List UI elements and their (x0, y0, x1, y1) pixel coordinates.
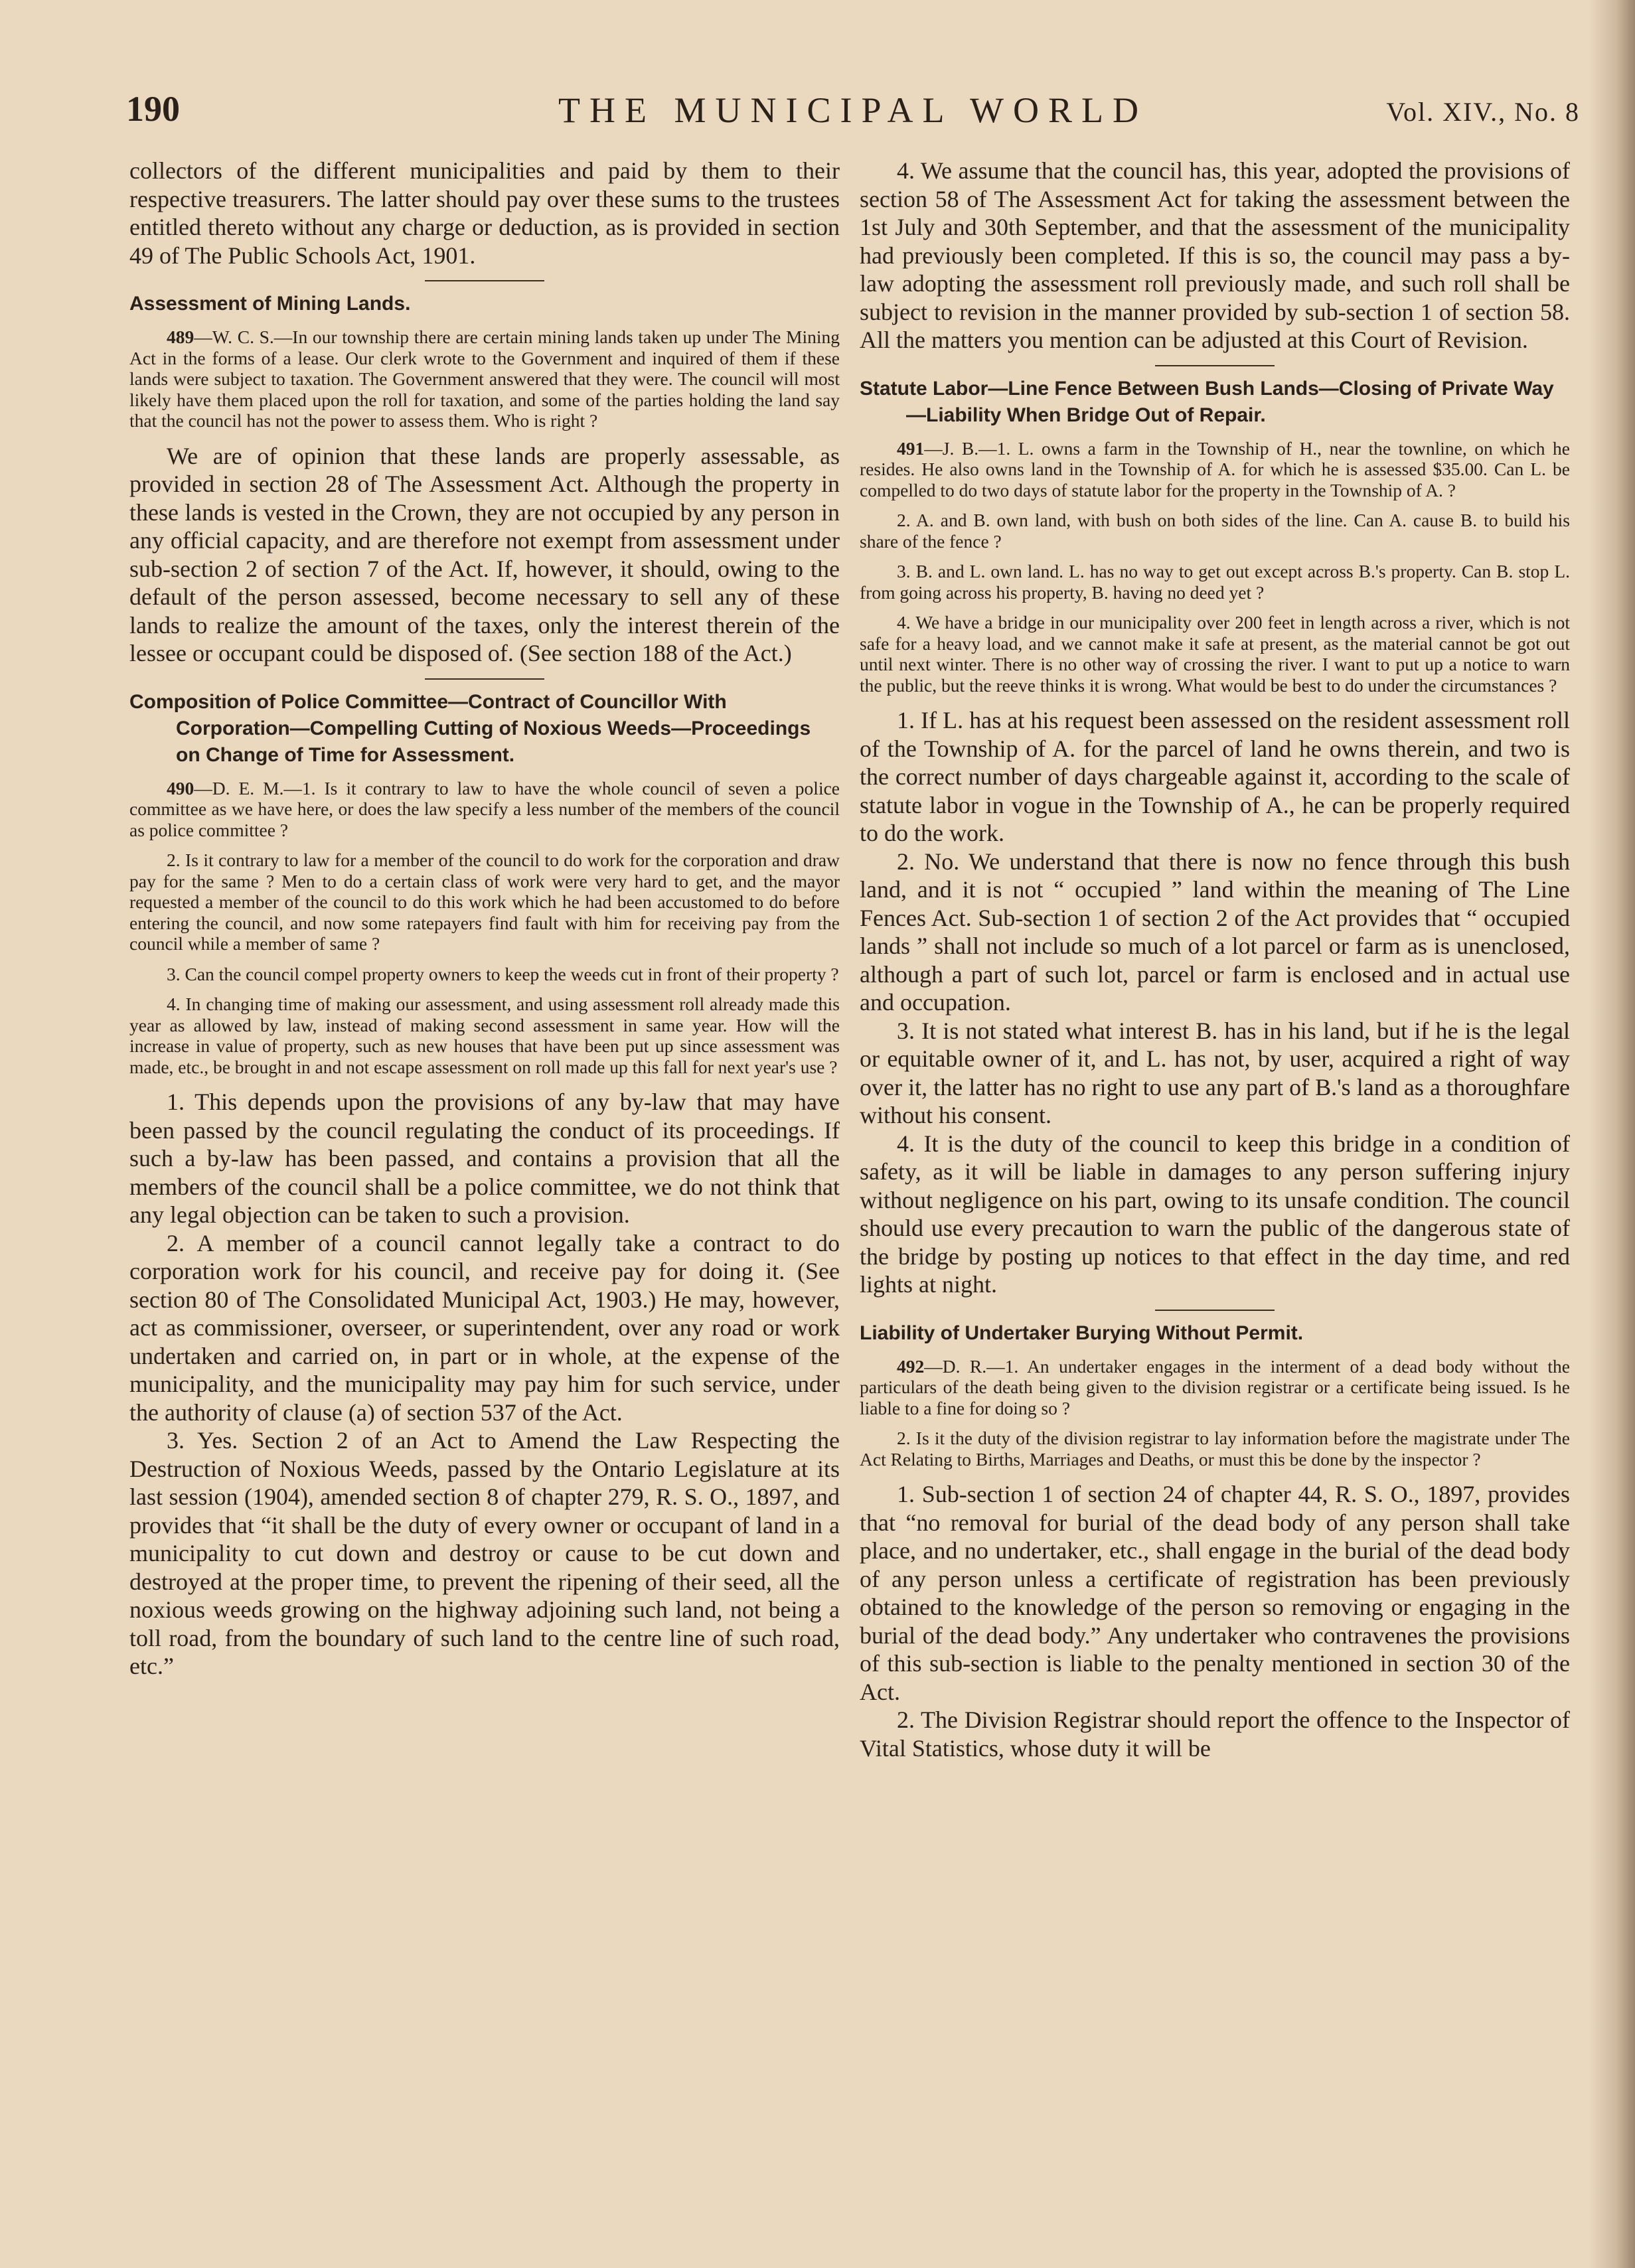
section-heading: Composition of Police Committee—Contract of Councillor With Corporation—Compelling Cutting of Noxious Weeds—Proceedings on Change of Time for Assessment. (129, 690, 811, 766)
question-body: —W. C. S.—In our township there are certain mining lands taken up under The Mining Act in the forms of a lease. Our clerk wrote to the Government and inquired of them if these lands were subject to taxation. The Government answered that they were. The council will most likely have them placed upon the roll for taxation, and some of the parties holding the land say that the council has not the power to assess them. Who is right ? (129, 327, 840, 431)
question-number: 490 (167, 777, 195, 798)
section-divider (425, 678, 544, 680)
answer-paragraph: We are of opinion that these lands are properly assessable, as provided in section 28 of The Assessment Act. Although the property in these lands is vested in the Crown, they are not occupied by any person in any official capacity, and are therefore not exempt from assessment under sub-section 2 of section 7 of the Act. If, however, it should, owing to the default of the person assessed, become necessary to sell any of these lands to realize the amount of the taxes, only the interest therein of the lessee or occupant could be disposed of. (See section 188 of the Act.) (129, 442, 840, 666)
question-number: 492 (897, 1355, 925, 1377)
section-divider (1155, 1310, 1275, 1311)
section-divider (425, 280, 544, 281)
left-column (129, 157, 840, 1681)
page-header (126, 83, 1580, 143)
question-number: 491 (897, 437, 925, 459)
question-body: —D. R.—1. An undertaker engages in the interment of a dead body without the particulars of the death being given to the division registrar or a certificate being issued. Is he liable to a fine for doing so ? (860, 1355, 1570, 1418)
answer-paragraph: 4. We assume that the council has, this year, adopted the provisions of section 58 of The Assessment Act for taking the assessment between the 1st July and 30th September, and that the assessment of the municipality had previously been completed. If this is so, the council may pass a by-law adopting the assessment roll previously made, and such roll shall be subject to revision in the manner provided by sub-section 1 of section 58. All the matters you mention can be adjusted at this Court of Revision. (860, 157, 1570, 353)
question-text (860, 438, 1570, 501)
section-heading: Assessment of Mining Lands. (129, 293, 411, 315)
answer-paragraph: 4. It is the duty of the council to keep this bridge in a condition of safety, as it will be liable in damages to any person suffering injury without negligence on his part, owing to its unsafe condition. The council should use every precaution to warn the public of the dangerous state of the bridge by posting up notices to that effect in the day time, and red lights at night. (860, 1130, 1570, 1298)
answer-paragraph: 3. Yes. Section 2 of an Act to Amend the Law Respecting the Destruction of Noxious Weeds, passed by the Ontario Legislature at its last session (1904), amended section 8 of chapter 279, R. S. O., 1897, and provides that “it shall be the duty of every owner or occupant of land in a municipality to cut down and destroy or cause to be cut down and destroyed at the proper time, to prevent the ripening of their seed, all the noxious weeds growing on the highway adjoining such land, not being a toll road, from the boundary of such land to the centre line of such road, etc.” (129, 1427, 840, 1679)
right-column (860, 157, 1570, 1762)
question-text (129, 327, 840, 431)
question-body: —D. E. M.—1. Is it contrary to law to have the whole council of seven a police committee as we have here, or does the law specify a less number of the members of the council as police committee ? (129, 777, 840, 840)
answer-paragraph: 2. The Division Registrar should report the offence to the Inspector of Vital Statistics, whose duty it will be (860, 1706, 1570, 1762)
intro-paragraph: collectors of the different municipalities and paid by them to their respective treasurers. The latter should pay over these sums to the trustees entitled thereto without any charge or deduction, as is provided in section 49 of The Public Schools Act, 1901. (129, 157, 840, 269)
question-text: 2. Is it the duty of the division registrar to lay information before the magistrate under The Act Relating to Births, Marriages and Deaths, or must this be done by the inspector ? (860, 1428, 1570, 1470)
question-body: —J. B.—1. L. owns a farm in the Township of H., near the townline, on which he resides. He also owns land in the Township of A. for which he is assessed $35.00. Can L. be compelled to do two days of statute labor for the property in the Township of A. ? (860, 437, 1570, 500)
section-divider (1155, 365, 1275, 366)
answer-paragraph: 2. No. We understand that there is now no fence through this bush land, and it is not “ occupied ” land within the meaning of The Line Fences Act. Sub-section 1 of section 2 of the Act provides that “ occupied lands ” shall not include so much of a lot parcel or farm as is unenclosed, although a part of such lot, parcel or farm is enclosed and in actual use and occupation. (860, 848, 1570, 1016)
question-492 (860, 1320, 1570, 1763)
question-text (860, 1356, 1570, 1419)
volume-issue: Vol. XIV., No. 8 (1386, 97, 1580, 127)
question-text: 2. A. and B. own land, with bush on both sides of the line. Can A. cause B. to build his share of the fence ? (860, 510, 1570, 552)
answer-paragraph: 2. A member of a council cannot legally take a contract to do corporation work for his council, and receive pay for doing it. (See section 80 of The Consolidated Municipal Act, 1903.) He may, however, act as commissioner, overseer, or superintendent, over any road or work undertaken and carried on, in part or in whole, at the expense of the municipality, and the municipality may pay him for such service, under the authority of clause (a) of section 537 of the Act. (129, 1229, 840, 1426)
question-text: 4. In changing time of making our assessment, and using assessment roll already made this year as allowed by law, instead of making second assessment in same year. How will the increase in value of property, such as new houses that have been put up since assessment was made, etc., be brought in and not escape assessment on roll made up this fall for next year's use ? (129, 994, 840, 1077)
page-edge-shadow (1589, 0, 1635, 2268)
section-heading: Statute Labor—Line Fence Between Bush Lands—Closing of Private Way—Liability When Bridge Out of Repair. (860, 377, 1554, 426)
section-heading: Liability of Undertaker Burying Without Permit. (860, 1322, 1304, 1344)
answer-paragraph: 1. This depends upon the provisions of any by-law that may have been passed by the council regulating the conduct of its proceedings. If such a by-law has been passed, and contains a provision that all the members of the council shall be a police committee, we do not think that any legal objection can be taken to such a provision. (129, 1089, 840, 1228)
answer-paragraph: 3. It is not stated what interest B. has in his land, but if he is the legal or equitable owner of it, and L. has not, by user, acquired a right of way over it, the latter has no right to use any part of B.'s land as a thoroughfare without his consent. (860, 1017, 1570, 1128)
question-text: 2. Is it contrary to law for a member of the council to do work for the corporation and draw pay for the same ? Men to do a certain class of work were very hard to get, and the mayor requested a member of the council to do this work which he had been accustomed to do before entering the council, and now some ratepayers find fault with him for receiving pay from the council while a member of same ? (129, 850, 840, 954)
question-491 (860, 376, 1570, 1299)
question-text: 3. Can the council compel property owners to keep the weeds cut in front of their property ? (167, 963, 839, 984)
answer-paragraph: 1. Sub-section 1 of section 24 of chapter 44, R. S. O., 1897, provides that “no removal for burial of the dead body of any person shall take place, and no undertaker, etc., shall engage in the burial of the dead body of any person unless a certificate of registration has been previously obtained to the knowledge of the person so removing or engaging in the burial of the dead body.” Any undertaker who contravenes the provisions of this sub-section is liable to the penalty mentioned in section 30 of the Act. (860, 1481, 1570, 1705)
question-text: 3. B. and L. own land. L. has no way to get out except across B.'s property. Can B. stop L. from going across his property, B. having no deed yet ? (860, 561, 1570, 603)
question-text (129, 778, 840, 841)
question-text: 4. We have a bridge in our municipality over 200 feet in length across a river, which is not safe for a heavy load, and we cannot make it safe at present, as the material cannot be got out until next winter. There is no other way of crossing the river. I want to put up a notice to warn the public, but the reeve thinks it is wrong. What would be best to do under the circumstances ? (860, 612, 1570, 696)
question-number: 489 (167, 327, 195, 347)
question-490 (129, 689, 840, 1681)
journal-title: THE MUNICIPAL WORLD (558, 90, 1148, 130)
question-489 (129, 291, 840, 668)
answer-paragraph: 1. If L. has at his request been assessed on the resident assessment roll of the Township of A. for the parcel of land he owns therein, and two is the correct number of days chargeable against it, according to the scale of statute labor in vogue in the Township of A., he can be properly required to do the work. (860, 707, 1570, 846)
page-number: 190 (126, 89, 180, 129)
